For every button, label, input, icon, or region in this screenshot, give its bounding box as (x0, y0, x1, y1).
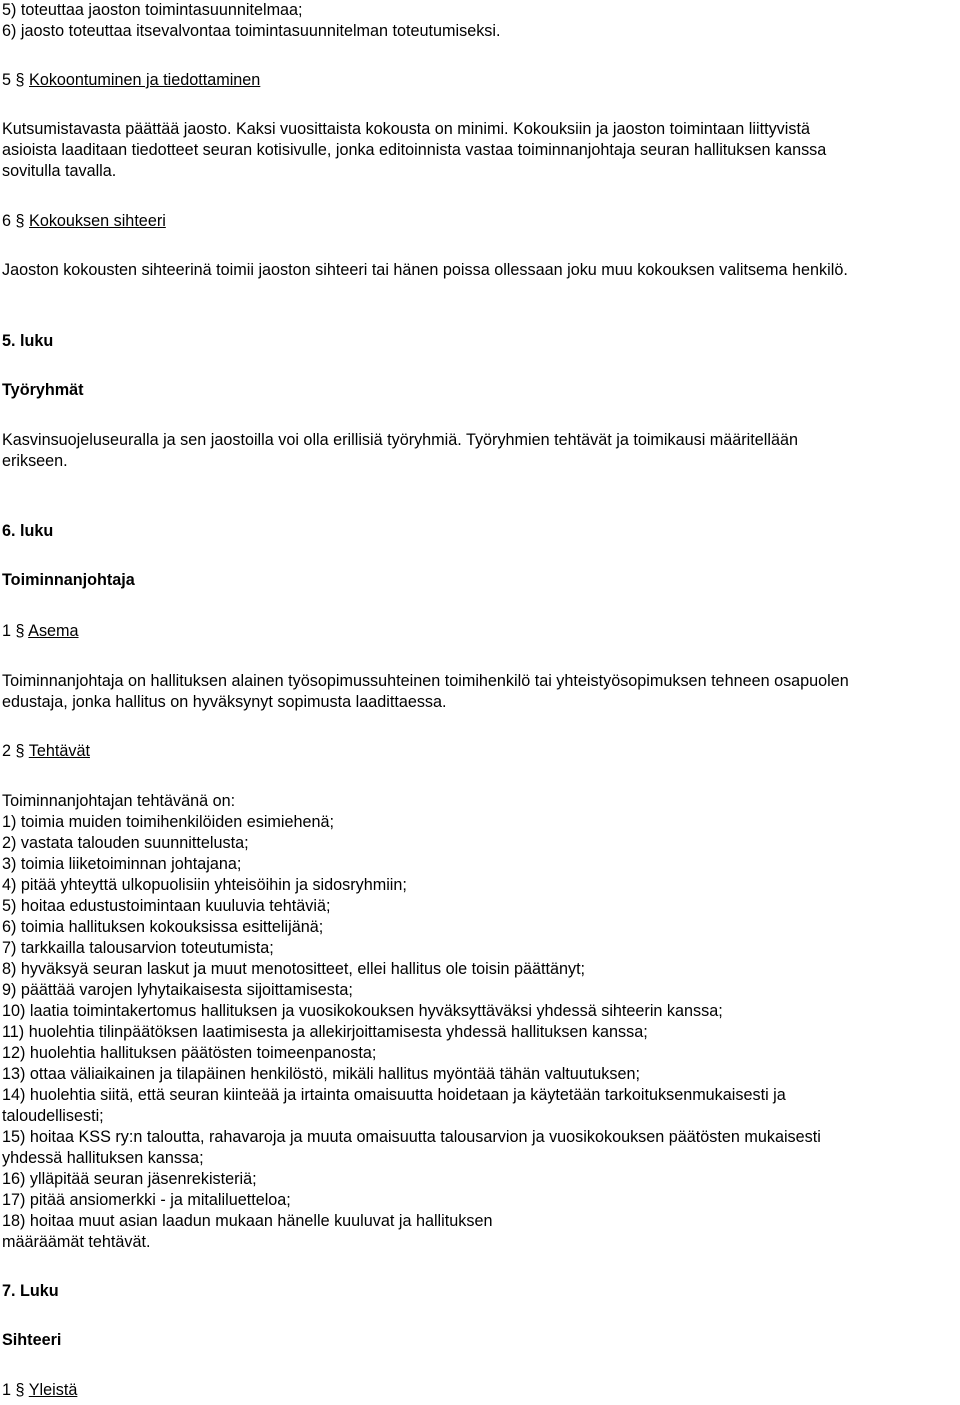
chapter-title: Toiminnanjohtaja (2, 571, 135, 589)
list-item: 16) ylläpitää seuran jäsenrekisteriä; (2, 1170, 257, 1188)
paragraph-line: sovitulla tavalla. (2, 162, 117, 180)
paragraph (2, 119, 826, 182)
task-list (2, 791, 821, 1253)
section-heading-6 (2, 211, 166, 232)
list-item: 1) toimia muiden toimihenkilöiden esimiehenä; (2, 813, 335, 831)
section-sign-icon: § (15, 622, 25, 640)
section-sign-icon: § (15, 71, 25, 89)
list-item: 8) hyväksyä seuran laskut ja muut menotositteet, ellei hallitus ole toisin päättänyt; (2, 960, 586, 978)
chapter-title-7 (2, 1330, 61, 1351)
paragraph-line: Toiminnanjohtaja on hallituksen alainen työsopimussuhteinen toimihenkilö tai yhteistyösopimuksen tehneen osapuolen (2, 672, 849, 690)
section-title: Yleistä (28, 1381, 78, 1399)
paragraph (2, 671, 849, 713)
paragraph (2, 430, 798, 472)
chapter-heading-5 (2, 331, 53, 352)
list-item: 5) toteuttaa jaoston toimintasuunnitelmaa; (2, 1, 303, 19)
list-item: 17) pitää ansiomerkki - ja mitaliluetteloa; (2, 1191, 291, 1209)
chapter-heading-7 (2, 1281, 59, 1302)
chapter-label: 7. Luku (2, 1282, 59, 1300)
list-item: 9) päättää varojen lyhytaikaisesta sijoittamisesta; (2, 981, 353, 999)
chapter-label: 6. luku (2, 522, 54, 540)
section-title: Kokoontuminen ja tiedottaminen (29, 71, 261, 89)
chapter-heading-6 (2, 521, 53, 542)
list-item: 6) jaosto toteuttaa itsevalvontaa toimintasuunnitelman toteutumiseksi. (2, 22, 501, 40)
section-sign-icon: § (15, 742, 25, 760)
task-list-intro: Toiminnanjohtajan tehtävänä on: (2, 792, 236, 810)
paragraph-line: Kutsumistavasta päättää jaosto. Kaksi vuosittaista kokousta on minimi. Kokouksiin ja jaoston toimintaan liittyvistä (2, 120, 810, 138)
paragraph-line: edustaja, jonka hallitus on hyväksynyt sopimusta laadittaessa. (2, 693, 447, 711)
list-item-continuation: taloudellisesti; (2, 1107, 104, 1125)
chapter-label: 5. luku (2, 332, 54, 350)
section-heading-1b (2, 1380, 77, 1401)
section-title: Kokouksen sihteeri (29, 212, 166, 230)
paragraph (2, 260, 848, 281)
list-item: 18) hoitaa muut asian laadun mukaan hänelle kuuluvat ja hallituksen (2, 1212, 493, 1230)
section-number: 1 (2, 622, 12, 640)
section-sign-icon: § (15, 1381, 25, 1399)
paragraph-line: Kasvinsuojeluseuralla ja sen jaostoilla voi olla erillisiä työryhmiä. Työryhmien tehtävät ja toimikausi määritellään (2, 431, 798, 449)
section-number: 5 (2, 71, 12, 89)
list-item: 10) laatia toimintakertomus hallituksen ja vuosikokouksen hyväksyttäväksi yhdessä sihteerin kanssa; (2, 1002, 723, 1020)
section-sign-icon: § (15, 212, 25, 230)
section-number: 2 (2, 742, 12, 760)
section-number: 6 (2, 212, 12, 230)
list-continuation (2, 0, 501, 42)
chapter-title: Sihteeri (2, 1331, 62, 1349)
section-title: Asema (28, 622, 79, 640)
list-item: 5) hoitaa edustustoimintaan kuuluvia tehtäviä; (2, 897, 331, 915)
section-heading-1 (2, 621, 79, 642)
list-item: 11) huolehtia tilinpäätöksen laatimisesta ja allekirjoittamisesta yhdessä hallituksen kanssa; (2, 1023, 648, 1041)
chapter-title-6 (2, 570, 135, 591)
paragraph-line: Jaoston kokousten sihteerinä toimii jaoston sihteeri tai hänen poissa ollessaan joku muu kokouksen valitsema henkilö. (2, 261, 848, 279)
list-item-continuation: yhdessä hallituksen kanssa; (2, 1149, 204, 1167)
paragraph-line: erikseen. (2, 452, 68, 470)
chapter-title-5 (2, 380, 84, 401)
list-item: 14) huolehtia siitä, että seuran kiinteää ja irtainta omaisuutta hoidetaan ja käytetään tarkoituksenmukaisesti ja (2, 1086, 786, 1104)
section-title: Tehtävät (28, 742, 90, 760)
list-item: 4) pitää yhteyttä ulkopuolisiin yhteisöihin ja sidosryhmiin; (2, 876, 407, 894)
section-number: 1 (2, 1381, 12, 1399)
list-item: 6) toimia hallituksen kokouksissa esittelijänä; (2, 918, 324, 936)
list-item: 3) toimia liiketoiminnan johtajana; (2, 855, 242, 873)
section-heading-5 (2, 70, 260, 91)
list-item: 13) ottaa väliaikainen ja tilapäinen henkilöstö, mikäli hallitus myöntää tähän valtuutuksen; (2, 1065, 640, 1083)
list-item-continuation: määräämät tehtävät. (2, 1233, 151, 1251)
list-item: 15) hoitaa KSS ry:n taloutta, rahavaroja ja muuta omaisuutta talousarvion ja vuosikokouksen päätösten mukaisesti (2, 1128, 821, 1146)
chapter-title: Työryhmät (2, 381, 84, 399)
list-item: 7) tarkkailla talousarvion toteutumista; (2, 939, 274, 957)
section-heading-2 (2, 741, 90, 762)
paragraph-line: asioista laaditaan tiedotteet seuran kotisivulle, jonka editoinnista vastaa toiminnanjohtaja seuran hallituksen kanssa (2, 141, 827, 159)
list-item: 12) huolehtia hallituksen päätösten toimeenpanosta; (2, 1044, 377, 1062)
list-item: 2) vastata talouden suunnittelusta; (2, 834, 249, 852)
